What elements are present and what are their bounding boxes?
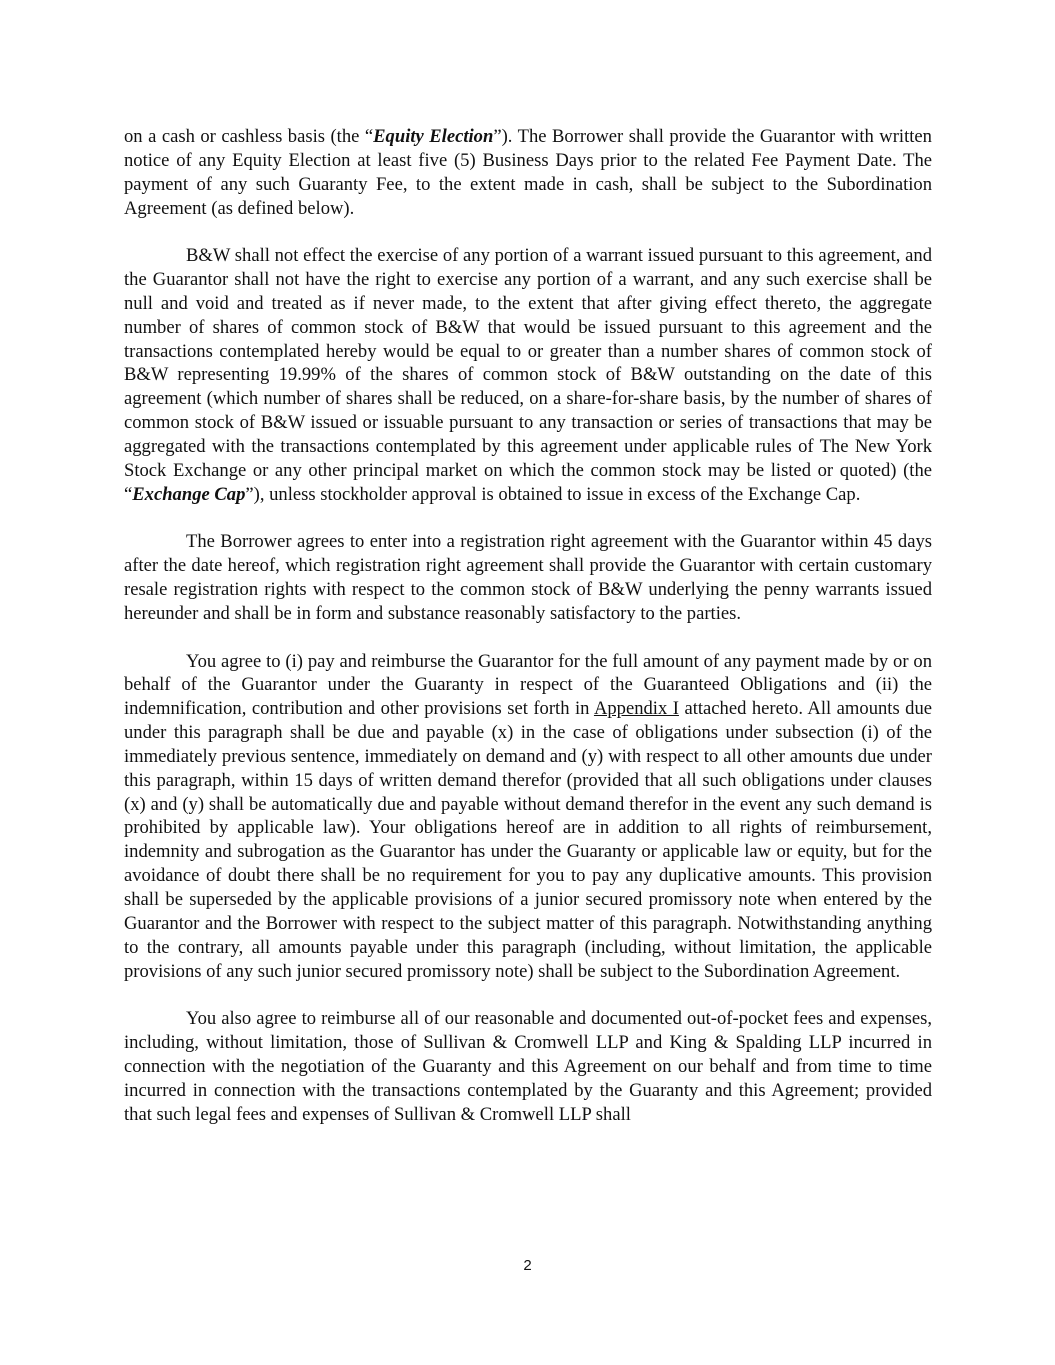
text-run: ”). The Borrower shall provide the Guarantor with written notice of any Equity Election at least five (5) Business Days prior to the related Fee Payment Date. The payment of any such Guaranty Fee, to the extent made in cash, shall be subject to the Subordination Agreement (as defined below).: [124, 126, 932, 219]
paragraph-fees-expenses: [124, 1007, 932, 1126]
paragraph-equity-election: [124, 125, 932, 220]
paragraph-spacer: [124, 626, 932, 650]
text-run: on a cash or cashless basis (the “: [124, 126, 374, 147]
paragraph-spacer: [124, 507, 932, 531]
paragraph-reimbursement: [124, 650, 932, 984]
paragraph-spacer: [124, 220, 932, 244]
text-run: attached hereto. All amounts due under this paragraph shall be due and payable (x) in the case of obligations under subsection (i) of the immediately previous sentence, immediately on demand and (y) with respect to all other amounts due under this paragraph, within 15 days of written demand therefor (provided that all such obligations under clauses (x) and (y) shall be automatically due and payable without demand therefor in the event any such demand is prohibited by applicable law). Your obligations hereof are in addition to all rights of reimbursement, indemnity and subrogation as the Guarantor has under the Guaranty or applicable law or equity, but for the avoidance of doubt there shall be no requirement for you to pay any duplicative amounts. This provision shall be superseded by the applicable provisions of a junior secured promissory note when entered by the Guarantor and the Borrower with respect to the subject matter of this paragraph. Notwithstanding anything to the contrary, all amounts payable under this paragraph (including, without limitation, the applicable provisions of any such junior secured promissory note) shall be subject to the Subordination Agreement.: [124, 698, 933, 982]
document-body: [124, 125, 932, 1126]
paragraph-exchange-cap: [124, 244, 932, 506]
appendix-reference: Appendix I: [593, 698, 679, 720]
text-run: ”), unless stockholder approval is obtained to issue in excess of the Exchange Cap.: [245, 483, 861, 505]
paragraph-registration-rights: [124, 530, 932, 625]
text-run: You also agree to reimburse all of our reasonable and documented out-of-pocket fees and expenses, including, without limitation, those of Sullivan & Cromwell LLP and King & Spalding LLP incurred in connection with the negotiation of the Guaranty and this Agreement on our behalf and from time to time incurred in connection with the transactions contemplated by the Guaranty and this Agreement; provided that such legal fees and expenses of Sullivan & Cromwell LLP shall: [124, 1008, 932, 1125]
defined-term-exchange-cap: Exchange Cap: [132, 483, 246, 505]
page-number: 2: [523, 1257, 532, 1274]
text-run: You agree to (i) pay and reimburse the Guarantor for the full amount of any payment made by or on behalf of the Guarantor under the Guaranty in respect of the Guaranteed Obligations and (ii) the indemnification, contribution and other provisions set forth in: [124, 650, 932, 720]
text-run: The Borrower agrees to enter into a registration right agreement with the Guarantor within 45 days after the date hereof, which registration right agreement shall provide the Guarantor with certain customary resale registration rights with respect to the common stock of B&W underlying the penny warrants issued hereunder and shall be in form and substance reasonably satisfactory to the parties.: [124, 531, 932, 624]
defined-term-equity-election: Equity Election: [373, 126, 494, 147]
text-run: B&W shall not effect the exercise of any portion of a warrant issued pursuant to this agreement, and the Guarantor shall not have the right to exercise any portion of a warrant, and any such exercise shall be null and void and treated as if never made, to the extent that after giving effect thereto, the aggregate number of shares of common stock of B&W that would be issued pursuant to this agreement and the transactions contemplated hereby would be equal to or greater than a number shares of common stock of B&W representing 19.99% of the shares of common stock of B&W outstanding on the date of this agreement (which number of shares shall be reduced, on a share-for-share basis, by the number of shares of common stock of B&W issued or issuable pursuant to any transaction or series of transactions that may be aggregated with the transactions contemplated by this agreement under applicable rules of The New York Stock Exchange or any other principal market on which the common stock may be listed or quoted) (the “: [124, 245, 932, 505]
paragraph-spacer: [124, 983, 932, 1007]
